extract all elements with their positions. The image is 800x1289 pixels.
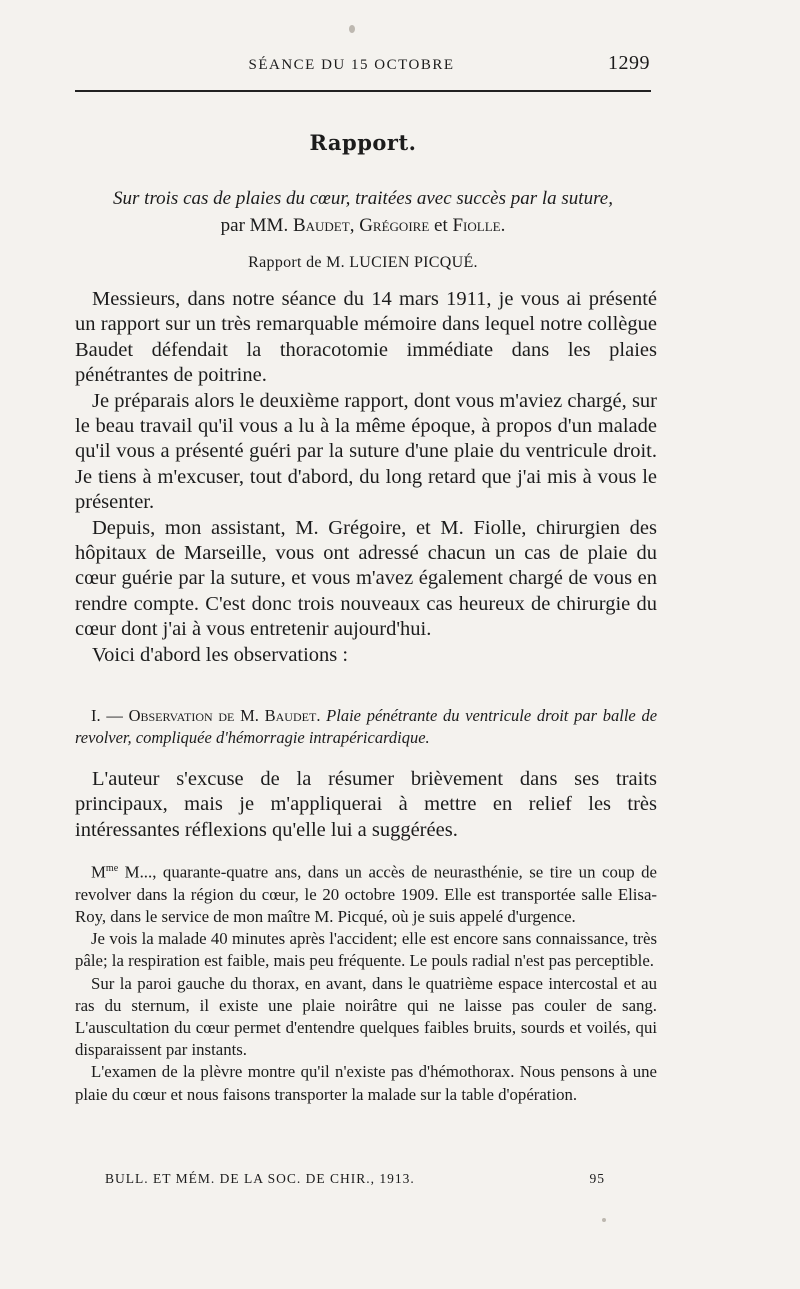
observation-label: Observation de <box>128 706 235 725</box>
observation-number: I. — <box>91 706 129 725</box>
body-paragraph: Messieurs, dans notre séance du 14 mars 1911, je vous ai présenté un rapport sur un très remarquable mémoire dans lequel notre collègue Baudet défendait la thoracotomie immédiate dans les plaies pénétrantes de poitrine. <box>75 288 657 387</box>
observation-author-end: . <box>316 706 327 725</box>
author-name: Baudet <box>292 215 350 236</box>
observation-author: Baudet <box>264 706 317 725</box>
print-speck <box>602 1218 606 1222</box>
running-title: SÉANCE DU 15 OCTOBRE <box>248 57 455 73</box>
subtitle-authors <box>221 215 506 236</box>
case-text: M..., quarante-quatre ans, dans un accès de neurasthénie, se tire un coup de revolver dans la région du cœur, le 20 octobre 1909. Elle est transportée salle Elisa-Roy, dans le service de mon maître M. Picqué, où je suis appelé d'urgence. <box>75 862 657 926</box>
body-paragraph: Je préparais alors le deuxième rapport, dont vous m'aviez chargé, sur le beau travail qu'il vous a lu à la même époque, à propos d'un malade qu'il vous a présenté guéri par la suture d'une plaie du ventricule droit. Je tiens à m'excuser, tout d'abord, du long retard que j'ai mis à vous le présenter. <box>75 389 657 514</box>
case-title-abbrev: M <box>91 862 106 882</box>
journal-citation: BULL. ET MÉM. DE LA SOC. DE CHIR., 1913. <box>105 1171 415 1186</box>
case-report <box>75 858 657 1106</box>
body-paragraph: Depuis, mon assistant, M. Grégoire, et M. Fiolle, chirurgien des hôpitaux de Marseille, vous ont adressé chacun un cas de plaie du cœur guérie par la suture, et vous m'avez également chargé de vous en rendre compte. C'est donc trois nouveaux cas heureux de chirurgie du cœur dont j'ai à vous entretenir aujourd'hui. <box>75 516 657 641</box>
intro-paragraph: L'auteur s'excuse de la résumer brièvement dans ses traits principaux, mais je m'appliquerai à mettre en relief les très intéressantes réflexions qu'elle lui a suggérées. <box>75 768 657 841</box>
page-footer <box>105 1171 605 1187</box>
author-name: Fiolle <box>452 215 501 236</box>
report-subtitle <box>70 185 656 239</box>
header-rule <box>75 90 651 92</box>
case-paragraph <box>75 858 657 928</box>
subtitle-title: Sur trois cas de plaies du cœur, traitées avec succès par la suture, <box>113 188 613 209</box>
author-name: Grégoire <box>359 215 430 236</box>
author-separator: , <box>349 215 360 236</box>
running-header <box>75 52 650 75</box>
author-separator: et <box>429 215 453 236</box>
case-paragraph: L'examen de la plèvre montre qu'il n'existe pas d'hémothorax. Nous pensons à une plaie du cœur et nous faisons transporter la malade sur la table d'opération. <box>75 1062 657 1104</box>
observation-intro <box>75 767 657 843</box>
page-number: 1299 <box>608 52 650 74</box>
observation-title: Plaie pénétrante du ventricule droit par balle de revolver, compliquée d'hémorragie intrapéricardique. <box>75 706 658 747</box>
authors-prefix: par MM. <box>220 215 293 236</box>
case-paragraph: Sur la paroi gauche du thorax, en avant, dans le quatrième espace intercostal et au ras du sternum, il existe une plaie noirâtre qui ne laisse pas couler de sang. L'auscultation du cœur permet d'entendre quelques faibles bruits, sourds et voilés, qui disparaissent par instants. <box>75 973 657 1060</box>
case-title-superscript: me <box>105 863 119 874</box>
reporter-line: Rapport de M. LUCIEN PICQUÉ. <box>248 254 478 271</box>
report-body <box>75 287 657 668</box>
signature-mark: 95 <box>589 1171 605 1186</box>
case-paragraph: Je vois la malade 40 minutes après l'accident; elle est encore sans connaissance, très pâle; la respiration est faible, mais peu fréquente. Le pouls radial n'est pas perceptible. <box>75 929 657 971</box>
observation-author-prefix: M. <box>234 706 265 725</box>
body-paragraph: Voici d'abord les observations : <box>92 643 349 666</box>
observation-title-line <box>75 705 657 749</box>
print-speck <box>349 25 355 33</box>
section-heading: Rapport. <box>309 130 417 155</box>
observation-heading <box>75 705 657 749</box>
authors-end: . <box>500 215 506 236</box>
